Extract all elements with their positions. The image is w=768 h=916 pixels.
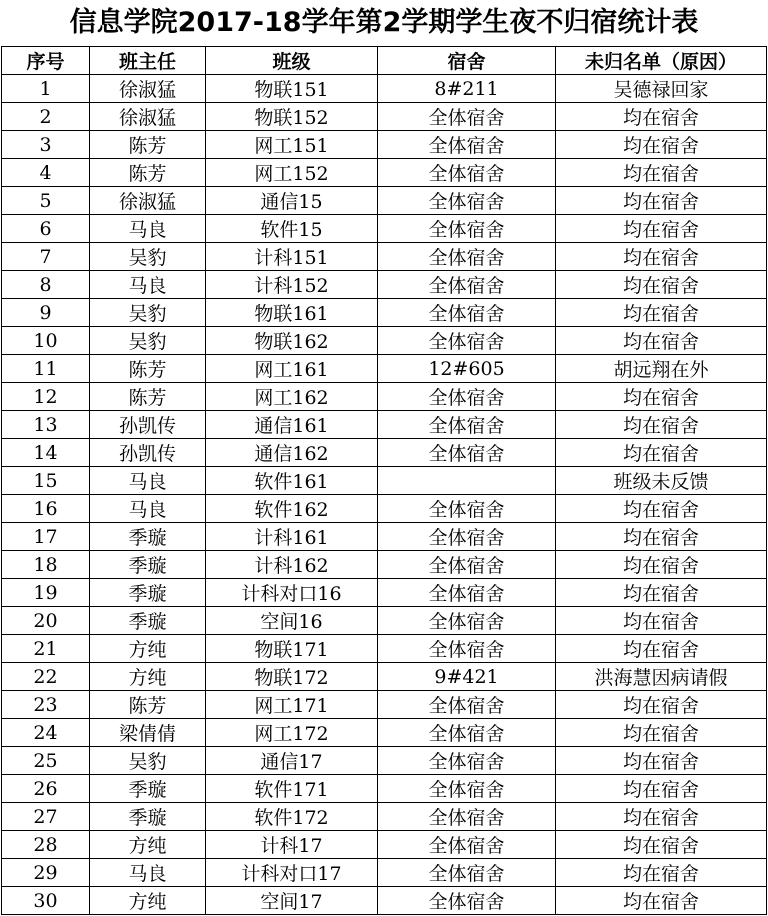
cell-class: 计科161 [206,523,378,551]
table-row [2,411,767,439]
cell-absentees: 均在宿舍 [556,439,767,467]
cell-absentees: 均在宿舍 [556,159,767,187]
cell-dorm: 9#421 [378,663,556,691]
cell-teacher: 马良 [90,271,206,299]
cell-index: 2 [2,103,90,131]
cell-index: 19 [2,579,90,607]
header-absentees: 未归名单（原因） [556,47,767,75]
cell-absentees: 均在宿舍 [556,103,767,131]
cell-dorm: 全体宿舍 [378,579,556,607]
cell-teacher: 徐淑猛 [90,75,206,103]
header-row [2,47,767,75]
cell-absentees: 均在宿舍 [556,327,767,355]
cell-dorm: 全体宿舍 [378,243,556,271]
table-row [2,831,767,859]
cell-class: 软件15 [206,215,378,243]
cell-absentees: 胡远翔在外 [556,355,767,383]
cell-dorm: 全体宿舍 [378,103,556,131]
cell-index: 24 [2,719,90,747]
cell-class: 通信15 [206,187,378,215]
cell-class: 计科对口16 [206,579,378,607]
table-row [2,439,767,467]
cell-index: 29 [2,859,90,887]
cell-dorm [378,467,556,495]
cell-class: 网工151 [206,131,378,159]
cell-dorm: 全体宿舍 [378,831,556,859]
cell-absentees: 均在宿舍 [556,607,767,635]
cell-index: 8 [2,271,90,299]
cell-class: 网工162 [206,383,378,411]
cell-absentees: 均在宿舍 [556,635,767,663]
cell-absentees: 均在宿舍 [556,215,767,243]
cell-index: 9 [2,299,90,327]
cell-absentees: 均在宿舍 [556,747,767,775]
cell-absentees: 均在宿舍 [556,719,767,747]
table-row [2,887,767,915]
header-index: 序号 [2,47,90,75]
cell-index: 12 [2,383,90,411]
cell-absentees: 均在宿舍 [556,775,767,803]
cell-class: 通信162 [206,439,378,467]
cell-index: 17 [2,523,90,551]
cell-class: 物联161 [206,299,378,327]
table-row [2,579,767,607]
cell-teacher: 方纯 [90,635,206,663]
cell-teacher: 季璇 [90,523,206,551]
cell-class: 空间16 [206,607,378,635]
cell-index: 7 [2,243,90,271]
cell-index: 6 [2,215,90,243]
cell-absentees: 均在宿舍 [556,887,767,915]
cell-teacher: 陈芳 [90,131,206,159]
cell-index: 5 [2,187,90,215]
table-row [2,271,767,299]
cell-teacher: 季璇 [90,803,206,831]
cell-index: 18 [2,551,90,579]
cell-class: 通信161 [206,411,378,439]
table-row [2,159,767,187]
table-row [2,551,767,579]
cell-index: 10 [2,327,90,355]
cell-class: 物联172 [206,663,378,691]
cell-absentees: 均在宿舍 [556,691,767,719]
cell-index: 28 [2,831,90,859]
cell-absentees: 班级未反馈 [556,467,767,495]
cell-teacher: 季璇 [90,607,206,635]
cell-index: 1 [2,75,90,103]
cell-dorm: 全体宿舍 [378,187,556,215]
table-row [2,495,767,523]
cell-dorm: 全体宿舍 [378,803,556,831]
table-body [2,75,767,915]
cell-teacher: 季璇 [90,551,206,579]
cell-absentees: 均在宿舍 [556,803,767,831]
cell-absentees: 均在宿舍 [556,131,767,159]
table-row [2,775,767,803]
cell-teacher: 陈芳 [90,355,206,383]
cell-dorm: 全体宿舍 [378,635,556,663]
cell-dorm: 全体宿舍 [378,691,556,719]
cell-dorm: 全体宿舍 [378,411,556,439]
cell-dorm: 全体宿舍 [378,131,556,159]
cell-absentees: 均在宿舍 [556,495,767,523]
header-class: 班级 [206,47,378,75]
cell-dorm: 全体宿舍 [378,383,556,411]
table-row [2,103,767,131]
table-row [2,243,767,271]
cell-teacher: 孙凯传 [90,439,206,467]
cell-dorm: 全体宿舍 [378,159,556,187]
cell-teacher: 陈芳 [90,159,206,187]
cell-absentees: 洪海慧因病请假 [556,663,767,691]
cell-teacher: 梁倩倩 [90,719,206,747]
cell-teacher: 方纯 [90,887,206,915]
cell-dorm: 全体宿舍 [378,523,556,551]
cell-class: 计科对口17 [206,859,378,887]
cell-index: 11 [2,355,90,383]
cell-class: 网工161 [206,355,378,383]
cell-dorm: 全体宿舍 [378,775,556,803]
cell-absentees: 均在宿舍 [556,579,767,607]
cell-class: 软件161 [206,467,378,495]
cell-teacher: 徐淑猛 [90,187,206,215]
cell-absentees: 均在宿舍 [556,383,767,411]
cell-absentees: 均在宿舍 [556,551,767,579]
cell-class: 软件172 [206,803,378,831]
cell-teacher: 方纯 [90,663,206,691]
cell-dorm: 全体宿舍 [378,859,556,887]
cell-dorm: 全体宿舍 [378,607,556,635]
table-row [2,719,767,747]
table-row [2,607,767,635]
cell-dorm: 全体宿舍 [378,719,556,747]
table-row [2,75,767,103]
cell-index: 30 [2,887,90,915]
cell-index: 13 [2,411,90,439]
header-teacher: 班主任 [90,47,206,75]
cell-teacher: 吴豹 [90,327,206,355]
cell-index: 22 [2,663,90,691]
cell-teacher: 马良 [90,495,206,523]
cell-absentees: 均在宿舍 [556,271,767,299]
cell-class: 物联162 [206,327,378,355]
cell-class: 软件162 [206,495,378,523]
cell-dorm: 全体宿舍 [378,299,556,327]
table-row [2,635,767,663]
table-row [2,355,767,383]
table-row [2,691,767,719]
table-row [2,663,767,691]
cell-class: 空间17 [206,887,378,915]
cell-dorm: 全体宿舍 [378,887,556,915]
cell-class: 计科152 [206,271,378,299]
cell-class: 物联152 [206,103,378,131]
table-row [2,859,767,887]
cell-index: 23 [2,691,90,719]
cell-index: 3 [2,131,90,159]
cell-dorm: 全体宿舍 [378,327,556,355]
cell-class: 计科162 [206,551,378,579]
cell-dorm: 12#605 [378,355,556,383]
cell-teacher: 方纯 [90,831,206,859]
table-row [2,327,767,355]
table-row [2,467,767,495]
header-dorm: 宿舍 [378,47,556,75]
cell-index: 4 [2,159,90,187]
cell-dorm: 全体宿舍 [378,495,556,523]
cell-teacher: 季璇 [90,775,206,803]
cell-index: 16 [2,495,90,523]
table-row [2,383,767,411]
cell-index: 20 [2,607,90,635]
cell-teacher: 马良 [90,859,206,887]
cell-dorm: 全体宿舍 [378,747,556,775]
table-row [2,187,767,215]
cell-index: 14 [2,439,90,467]
cell-dorm: 8#211 [378,75,556,103]
cell-teacher: 吴豹 [90,299,206,327]
cell-absentees: 吴德禄回家 [556,75,767,103]
table-row [2,803,767,831]
cell-teacher: 陈芳 [90,691,206,719]
cell-class: 网工172 [206,719,378,747]
cell-absentees: 均在宿舍 [556,187,767,215]
cell-teacher: 吴豹 [90,243,206,271]
table-row [2,215,767,243]
cell-absentees: 均在宿舍 [556,411,767,439]
cell-class: 物联151 [206,75,378,103]
cell-class: 网工152 [206,159,378,187]
cell-class: 软件171 [206,775,378,803]
cell-absentees: 均在宿舍 [556,523,767,551]
table-row [2,747,767,775]
cell-index: 27 [2,803,90,831]
cell-dorm: 全体宿舍 [378,215,556,243]
cell-class: 计科151 [206,243,378,271]
cell-index: 26 [2,775,90,803]
cell-teacher: 陈芳 [90,383,206,411]
cell-dorm: 全体宿舍 [378,271,556,299]
cell-index: 15 [2,467,90,495]
cell-teacher: 孙凯传 [90,411,206,439]
cell-teacher: 徐淑猛 [90,103,206,131]
cell-dorm: 全体宿舍 [378,551,556,579]
cell-absentees: 均在宿舍 [556,831,767,859]
cell-absentees: 均在宿舍 [556,859,767,887]
cell-teacher: 马良 [90,215,206,243]
cell-class: 计科17 [206,831,378,859]
cell-dorm: 全体宿舍 [378,439,556,467]
cell-index: 21 [2,635,90,663]
cell-absentees: 均在宿舍 [556,243,767,271]
dorm-absence-table [1,46,767,915]
table-row [2,131,767,159]
cell-class: 通信17 [206,747,378,775]
table-row [2,299,767,327]
cell-class: 物联171 [206,635,378,663]
cell-teacher: 吴豹 [90,747,206,775]
cell-teacher: 季璇 [90,579,206,607]
cell-absentees: 均在宿舍 [556,299,767,327]
cell-index: 25 [2,747,90,775]
cell-class: 网工171 [206,691,378,719]
cell-teacher: 马良 [90,467,206,495]
sheet-title: 信息学院2017-18学年第2学期学生夜不归宿统计表 [69,7,699,38]
table-row [2,523,767,551]
